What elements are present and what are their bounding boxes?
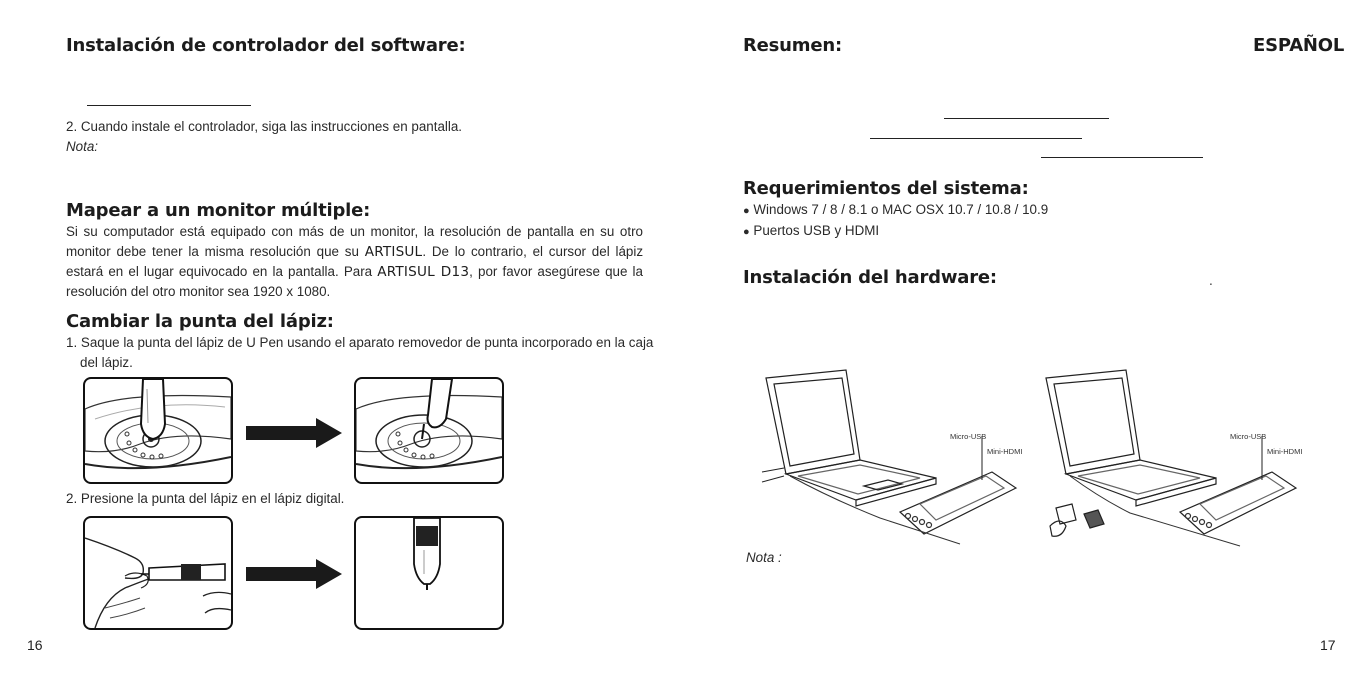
laptop-icon: [1046, 370, 1216, 506]
bullet-icon: ●: [743, 226, 750, 238]
note-label: Nota:: [66, 139, 99, 154]
hand-pen-icon: [85, 518, 231, 628]
requirements-list: [743, 200, 1048, 242]
blank-rule: [1041, 157, 1203, 158]
tablet-icon: [900, 472, 1016, 534]
monitor-text-1: Si su computador está equipado con más de un monitor, la resolución de pantalla en su otro monitor debe tener la misma resolución que su: [66, 224, 643, 259]
blank-rule: [870, 138, 1082, 139]
tip-step-2: 2. Presione la punta del lápiz en el lápiz digital.: [66, 491, 345, 506]
mini-hdmi-label: Mini-HDMI: [1267, 447, 1303, 456]
tablet-icon: [1180, 472, 1296, 534]
tip-step-1: 1. Saque la punta del lápiz de U Pen usando el aparato removedor de punta incorporado en la caja del lápiz.: [66, 335, 654, 370]
brand-name: ARTISUL: [364, 244, 423, 260]
pen-icon: [356, 518, 502, 628]
tip-extracted-illustration: [354, 377, 504, 484]
power-adapter-icon: [1050, 504, 1104, 536]
pen-tip-extracted-icon: [356, 379, 502, 482]
heading-hardware-install: Instalación del hardware:: [743, 267, 997, 288]
heading-software-install: Instalación de controlador del software:: [66, 35, 466, 56]
tip-removal-illustration: [83, 377, 233, 484]
list-item: ● Puertos USB y HDMI: [743, 223, 880, 238]
heading-multi-monitor: Mapear a un monitor múltiple:: [66, 200, 371, 221]
heading-summary: Resumen:: [743, 35, 842, 56]
arrow-right-icon: [244, 557, 344, 591]
page-number-right: 17: [1320, 637, 1336, 653]
monitor-text-2: . De lo contrario, el cursor del lápiz estará en el lugar equivocado en la pantalla. Para: [66, 244, 644, 279]
tip-insert-illustration: [83, 516, 233, 630]
pen-assembled-illustration: [354, 516, 504, 630]
brand-model: ARTISUL D13: [377, 264, 470, 280]
list-item: ● Windows 7 / 8 / 8.1 o MAC OSX 10.7 / 10.8 / 10.9: [743, 202, 1049, 217]
bullet-icon: ●: [743, 205, 750, 217]
heading-change-tip: Cambiar la punta del lápiz:: [66, 311, 334, 332]
stray-dot: .: [1209, 274, 1213, 288]
monitor-text-3: , por favor asegúrese que la resolución del otro monitor sea 1920 x 1080.: [66, 264, 643, 299]
blank-rule: [87, 105, 251, 106]
arrow-right-icon: [244, 416, 344, 450]
heading-system-requirements: Requerimientos del sistema:: [743, 178, 1029, 199]
mini-hdmi-label: Mini-HDMI: [987, 447, 1023, 456]
blank-rule: [944, 118, 1109, 119]
pen-tip-remover-icon: [85, 379, 231, 482]
page-number-left: 16: [27, 637, 43, 653]
micro-usb-label: Micro-USB: [950, 432, 987, 441]
micro-usb-label: Micro-USB: [1230, 432, 1267, 441]
multi-monitor-paragraph: [66, 222, 643, 302]
driver-step-text: 2. Cuando instale el controlador, siga las instrucciones en pantalla.: [66, 119, 463, 134]
hardware-connection-illustration: [760, 348, 1320, 552]
laptop-icon: [766, 370, 936, 506]
note-label: Nota :: [746, 550, 782, 565]
language-label: ESPAÑOL: [1253, 35, 1345, 56]
